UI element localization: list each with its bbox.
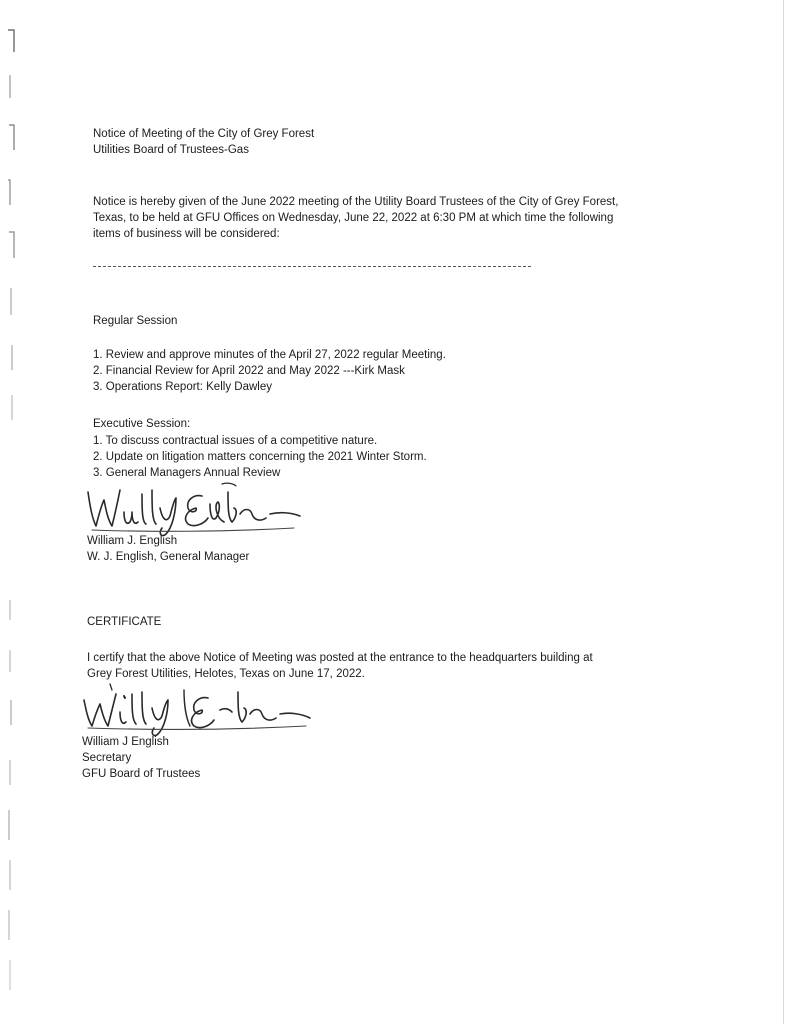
signer-title: W. J. English, General Manager: [87, 551, 250, 563]
separator-rule: [93, 266, 531, 267]
signer-org: GFU Board of Trustees: [82, 768, 201, 780]
title-line-1: Notice of Meeting of the City of Grey Forest: [93, 128, 315, 140]
list-item: 2. Update on litigation matters concerning the 2021 Winter Storm.: [93, 451, 427, 463]
signer-title: Secretary: [82, 752, 132, 764]
list-item: 1. To discuss contractual issues of a competitive nature.: [93, 435, 378, 447]
signature-general-manager: [84, 478, 314, 540]
signature-graphic: [84, 478, 314, 540]
list-item: 1. Review and approve minutes of the April 27, 2022 regular Meeting.: [93, 349, 446, 361]
signer-name: William J. English: [87, 535, 178, 547]
certificate-line-1: I certify that the above Notice of Meeting was posted at the entrance to the headquarters building at: [87, 652, 593, 664]
signer-name: William J English: [82, 736, 169, 748]
regular-session-heading: Regular Session: [93, 315, 178, 327]
intro-line-3: items of business will be considered:: [93, 228, 280, 240]
certificate-line-2: Grey Forest Utilities, Helotes, Texas on June 17, 2022.: [87, 668, 365, 680]
list-item: 3. Operations Report: Kelly Dawley: [93, 381, 272, 393]
executive-session-heading: Executive Session:: [93, 418, 191, 430]
margin-marks-graphic: [0, 0, 20, 1024]
intro-paragraph: [93, 194, 693, 242]
signature-secretary: [80, 680, 320, 738]
certificate-text: [87, 650, 593, 682]
list-item: 2. Financial Review for April 2022 and May 2022 ---Kirk Mask: [93, 365, 405, 377]
list-item: 3. General Managers Annual Review: [93, 467, 281, 479]
signature-graphic: [80, 680, 320, 738]
certificate-heading: CERTIFICATE: [87, 616, 162, 628]
intro-line-2: Texas, to be held at GFU Offices on Wednesday, June 22, 2022 at 6:30 PM at which time the following: [93, 212, 614, 224]
executive-session-list: [93, 433, 427, 481]
scan-margin-artifacts: [0, 0, 20, 1024]
title-line-2: Utilities Board of Trustees-Gas: [93, 144, 249, 156]
notice-title: [93, 126, 314, 158]
signer-block-general-manager: [87, 533, 249, 565]
signer-block-secretary: [82, 734, 200, 782]
regular-session-list: [93, 347, 446, 395]
scan-right-edge: [783, 0, 784, 1024]
intro-line-1: Notice is hereby given of the June 2022 meeting of the Utility Board Trustees of the City of Grey Forest,: [93, 196, 619, 208]
